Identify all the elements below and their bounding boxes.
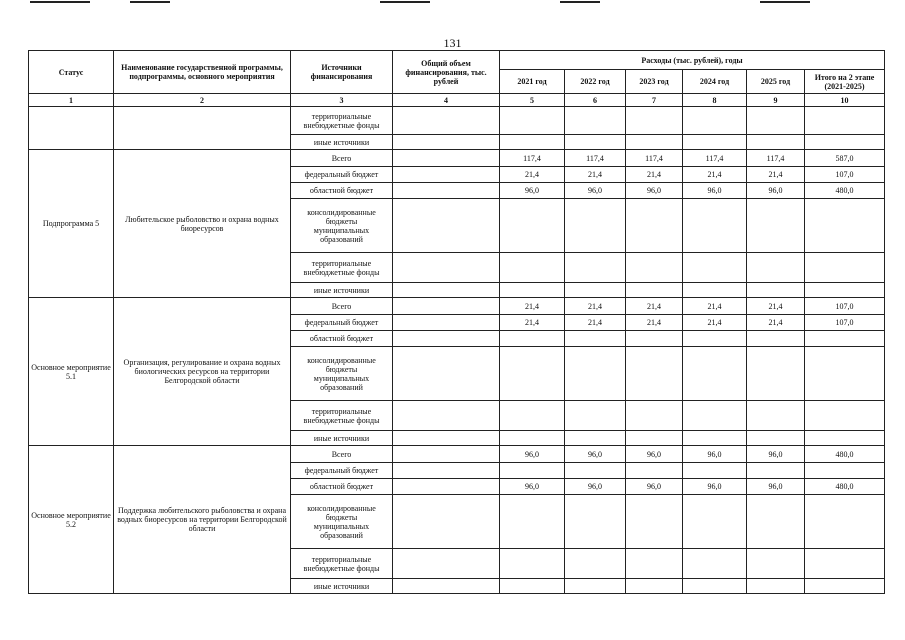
itogo-cell: 107,0 [805, 167, 885, 183]
value-cell: 96,0 [500, 183, 565, 199]
value-cell [626, 283, 683, 298]
value-cell [683, 347, 747, 401]
value-cell: 96,0 [626, 479, 683, 495]
itogo-cell [805, 283, 885, 298]
value-cell [747, 579, 805, 594]
value-cell: 96,0 [500, 479, 565, 495]
value-cell: 96,0 [626, 183, 683, 199]
col-number: 3 [291, 94, 393, 107]
value-cell [500, 431, 565, 446]
value-cell: 21,4 [683, 298, 747, 315]
value-cell [747, 401, 805, 431]
col-number: 4 [393, 94, 500, 107]
value-cell [747, 107, 805, 135]
value-cell [747, 331, 805, 347]
source-label: консолидированные бюджеты муниципальных образований [291, 347, 393, 401]
table-row [29, 150, 885, 167]
header-year: 2021 год [500, 70, 565, 94]
value-cell: 21,4 [565, 315, 626, 331]
value-cell [565, 331, 626, 347]
total-cell [393, 107, 500, 135]
value-cell [565, 253, 626, 283]
value-cell [626, 431, 683, 446]
source-label: территориальные внебюджетные фонды [291, 107, 393, 135]
col-number: 8 [683, 94, 747, 107]
value-cell [565, 579, 626, 594]
value-cell: 21,4 [683, 167, 747, 183]
value-cell [683, 199, 747, 253]
status-cell: Подпрограмма 5 [29, 150, 114, 298]
value-cell [747, 199, 805, 253]
value-cell [626, 199, 683, 253]
value-cell [805, 107, 885, 135]
value-cell [565, 549, 626, 579]
name-cell: Организация, регулирование и охрана водных биологических ресурсов на территории Белгородской области [114, 298, 291, 446]
status-cell [29, 107, 114, 150]
value-cell [747, 135, 805, 150]
itogo-cell: 107,0 [805, 298, 885, 315]
value-cell: 96,0 [626, 446, 683, 463]
source-label: федеральный бюджет [291, 167, 393, 183]
value-cell [565, 283, 626, 298]
header-program-name: Наименование государственной программы, подпрограммы, основного мероприятия [114, 51, 291, 94]
value-cell [683, 463, 747, 479]
value-cell [565, 401, 626, 431]
value-cell: 21,4 [626, 167, 683, 183]
value-cell [626, 401, 683, 431]
value-cell: 96,0 [565, 183, 626, 199]
value-cell [747, 253, 805, 283]
source-label: иные источники [291, 431, 393, 446]
header-year: 2024 год [683, 70, 747, 94]
col-number: 10 [805, 94, 885, 107]
total-cell [393, 446, 500, 463]
value-cell [626, 463, 683, 479]
name-cell [114, 107, 291, 150]
value-cell [565, 463, 626, 479]
source-label: территориальные внебюджетные фонды [291, 253, 393, 283]
value-cell: 96,0 [747, 446, 805, 463]
value-cell: 21,4 [500, 315, 565, 331]
total-cell [393, 495, 500, 549]
value-cell [747, 495, 805, 549]
total-cell [393, 183, 500, 199]
value-cell [683, 401, 747, 431]
source-label: областной бюджет [291, 183, 393, 199]
itogo-cell [805, 495, 885, 549]
header-expenses: Расходы (тыс. рублей), годы [500, 51, 885, 70]
value-cell [683, 495, 747, 549]
total-cell [393, 401, 500, 431]
itogo-cell [805, 331, 885, 347]
itogo-cell: 107,0 [805, 315, 885, 331]
total-cell [393, 315, 500, 331]
value-cell [626, 135, 683, 150]
value-cell [747, 283, 805, 298]
itogo-cell [805, 347, 885, 401]
value-cell [683, 549, 747, 579]
value-cell: 21,4 [500, 298, 565, 315]
value-cell: 21,4 [565, 167, 626, 183]
name-cell: Поддержка любительского рыболовства и охрана водных биоресурсов на территории Белгородской области [114, 446, 291, 594]
value-cell [626, 331, 683, 347]
value-cell [747, 549, 805, 579]
value-cell: 21,4 [747, 315, 805, 331]
source-label: консолидированные бюджеты муниципальных образований [291, 495, 393, 549]
source-label: федеральный бюджет [291, 463, 393, 479]
total-cell [393, 579, 500, 594]
total-cell [393, 479, 500, 495]
value-cell [683, 579, 747, 594]
value-cell: 96,0 [565, 446, 626, 463]
total-cell [393, 167, 500, 183]
value-cell [500, 199, 565, 253]
value-cell [683, 331, 747, 347]
source-label: консолидированные бюджеты муниципальных образований [291, 199, 393, 253]
header-year: 2023 год [626, 70, 683, 94]
value-cell [626, 253, 683, 283]
header-status: Статус [29, 51, 114, 94]
value-cell [565, 495, 626, 549]
status-cell: Основное мероприятие 5.1 [29, 298, 114, 446]
itogo-cell [805, 579, 885, 594]
value-cell [500, 579, 565, 594]
financing-table [28, 50, 885, 594]
value-cell [500, 331, 565, 347]
value-cell [500, 253, 565, 283]
value-cell: 96,0 [747, 183, 805, 199]
source-label: иные источники [291, 283, 393, 298]
value-cell: 117,4 [683, 150, 747, 167]
value-cell [500, 283, 565, 298]
value-cell [805, 135, 885, 150]
source-label: федеральный бюджет [291, 315, 393, 331]
col-number: 1 [29, 94, 114, 107]
total-cell [393, 298, 500, 315]
value-cell [747, 347, 805, 401]
total-cell [393, 199, 500, 253]
source-label: иные источники [291, 135, 393, 150]
value-cell: 96,0 [683, 479, 747, 495]
value-cell [500, 463, 565, 479]
col-number: 2 [114, 94, 291, 107]
itogo-cell [805, 401, 885, 431]
itogo-cell: 480,0 [805, 446, 885, 463]
value-cell [626, 549, 683, 579]
scan-top-edge [0, 0, 905, 6]
value-cell [626, 347, 683, 401]
source-label: областной бюджет [291, 331, 393, 347]
total-cell [393, 431, 500, 446]
name-cell: Любительское рыболовство и охрана водных биоресурсов [114, 150, 291, 298]
value-cell: 117,4 [747, 150, 805, 167]
total-cell [393, 253, 500, 283]
value-cell [500, 135, 565, 150]
value-cell [683, 107, 747, 135]
value-cell: 21,4 [747, 167, 805, 183]
itogo-cell: 587,0 [805, 150, 885, 167]
value-cell: 21,4 [626, 315, 683, 331]
source-label: иные источники [291, 579, 393, 594]
header-year: 2025 год [747, 70, 805, 94]
value-cell: 96,0 [500, 446, 565, 463]
value-cell [565, 431, 626, 446]
header-sources: Источники финансирования [291, 51, 393, 94]
value-cell: 117,4 [626, 150, 683, 167]
source-label: территориальные внебюджетные фонды [291, 401, 393, 431]
total-cell [393, 135, 500, 150]
table-row [29, 298, 885, 315]
table-row [29, 446, 885, 463]
value-cell [683, 283, 747, 298]
value-cell: 21,4 [747, 298, 805, 315]
value-cell [747, 431, 805, 446]
value-cell [626, 107, 683, 135]
header-itogo: Итого на 2 этапе (2021-2025) [805, 70, 885, 94]
value-cell [626, 495, 683, 549]
value-cell: 96,0 [683, 446, 747, 463]
itogo-cell [805, 463, 885, 479]
source-label: территориальные внебюджетные фонды [291, 549, 393, 579]
status-cell: Основное мероприятие 5.2 [29, 446, 114, 594]
value-cell [500, 347, 565, 401]
value-cell [683, 135, 747, 150]
value-cell [500, 107, 565, 135]
value-cell: 117,4 [500, 150, 565, 167]
source-label: областной бюджет [291, 479, 393, 495]
header-total-volume: Общий объем финансирования, тыс. рублей [393, 51, 500, 94]
total-cell [393, 283, 500, 298]
value-cell: 21,4 [565, 298, 626, 315]
value-cell: 117,4 [565, 150, 626, 167]
value-cell [565, 199, 626, 253]
itogo-cell [805, 253, 885, 283]
value-cell: 96,0 [747, 479, 805, 495]
value-cell: 21,4 [626, 298, 683, 315]
value-cell [500, 549, 565, 579]
value-cell: 96,0 [683, 183, 747, 199]
col-number: 6 [565, 94, 626, 107]
itogo-cell [805, 199, 885, 253]
itogo-cell: 480,0 [805, 479, 885, 495]
value-cell [747, 463, 805, 479]
value-cell [500, 401, 565, 431]
total-cell [393, 331, 500, 347]
itogo-cell [805, 549, 885, 579]
source-label: Всего [291, 446, 393, 463]
value-cell [683, 431, 747, 446]
col-number: 5 [500, 94, 565, 107]
total-cell [393, 347, 500, 401]
value-cell: 21,4 [683, 315, 747, 331]
value-cell: 96,0 [565, 479, 626, 495]
value-cell [565, 107, 626, 135]
value-cell [565, 347, 626, 401]
itogo-cell: 480,0 [805, 183, 885, 199]
itogo-cell [805, 431, 885, 446]
col-number: 7 [626, 94, 683, 107]
value-cell [500, 495, 565, 549]
total-cell [393, 150, 500, 167]
value-cell [565, 135, 626, 150]
total-cell [393, 549, 500, 579]
col-number: 9 [747, 94, 805, 107]
header-year: 2022 год [565, 70, 626, 94]
total-cell [393, 463, 500, 479]
page-number: 131 [443, 36, 462, 50]
source-label: Всего [291, 150, 393, 167]
source-label: Всего [291, 298, 393, 315]
value-cell [683, 253, 747, 283]
value-cell [626, 579, 683, 594]
value-cell: 21,4 [500, 167, 565, 183]
